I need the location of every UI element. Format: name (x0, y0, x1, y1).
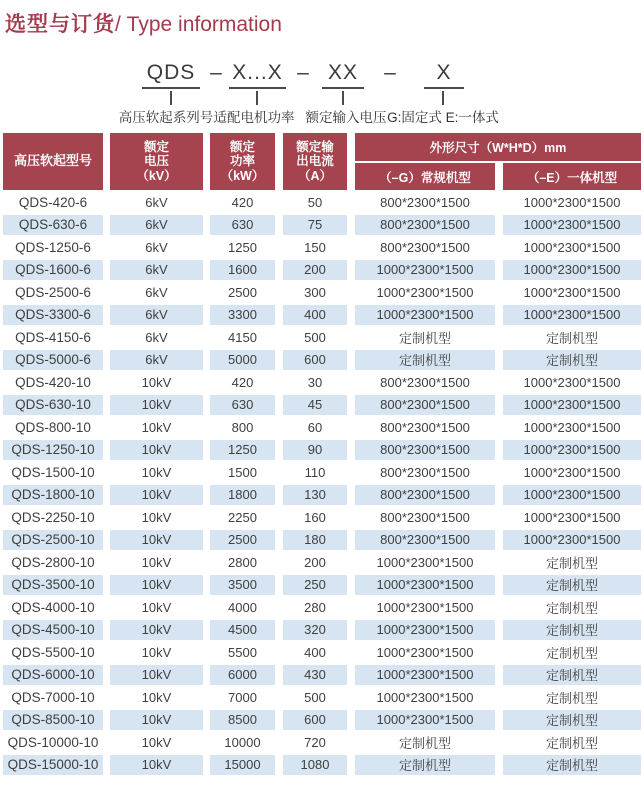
cell-rated-current: 300 (283, 282, 347, 303)
cell-rated-voltage: 10kV (110, 710, 203, 731)
cell-dim-standard: 1000*2300*1500 (355, 282, 495, 303)
cell-model: QDS-420-6 (3, 192, 103, 213)
cell-rated-power: 10000 (210, 732, 275, 753)
cell-rated-power: 1250 (210, 440, 275, 461)
table-row (3, 552, 641, 573)
cell-rated-current: 430 (283, 665, 347, 686)
table-row (3, 642, 641, 663)
cell-rated-power: 2500 (210, 282, 275, 303)
code-label-series: 高压软起系列号 (118, 110, 214, 125)
table-row (3, 417, 641, 438)
cell-rated-current: 200 (283, 552, 347, 573)
cell-rated-current: 150 (283, 237, 347, 258)
cell-rated-power: 420 (210, 372, 275, 393)
cell-rated-voltage: 6kV (110, 237, 203, 258)
cell-rated-power: 1250 (210, 237, 275, 258)
cell-rated-voltage: 10kV (110, 372, 203, 393)
cell-rated-power: 8500 (210, 710, 275, 731)
cell-rated-current: 75 (283, 215, 347, 236)
cell-rated-current: 400 (283, 305, 347, 326)
cell-model: QDS-630-10 (3, 395, 103, 416)
table-row (3, 260, 641, 281)
header-model: 高压软起型号 (3, 133, 103, 190)
cell-model: QDS-420-10 (3, 372, 103, 393)
cell-rated-voltage: 10kV (110, 530, 203, 551)
header-dimensions-group (355, 133, 641, 190)
cell-dim-integrated: 定制机型 (503, 732, 641, 753)
table-row (3, 372, 641, 393)
cell-rated-voltage: 10kV (110, 642, 203, 663)
cell-dim-integrated: 1000*2300*1500 (503, 530, 641, 551)
cell-dim-standard: 定制机型 (355, 732, 495, 753)
cell-rated-power: 800 (210, 417, 275, 438)
cell-dim-standard: 1000*2300*1500 (355, 305, 495, 326)
cell-rated-voltage: 6kV (110, 327, 203, 348)
cell-rated-current: 30 (283, 372, 347, 393)
cell-dim-standard: 定制机型 (355, 350, 495, 371)
cell-rated-current: 250 (283, 575, 347, 596)
cell-model: QDS-1250-6 (3, 237, 103, 258)
cell-dim-integrated: 1000*2300*1500 (503, 282, 641, 303)
callout-line (342, 91, 344, 105)
cell-dim-integrated: 定制机型 (503, 687, 641, 708)
table-row (3, 665, 641, 686)
cell-dim-standard: 1000*2300*1500 (355, 710, 495, 731)
code-separator: – (384, 61, 396, 84)
cell-rated-voltage: 6kV (110, 282, 203, 303)
cell-rated-voltage: 10kV (110, 462, 203, 483)
cell-rated-power: 4500 (210, 620, 275, 641)
cell-dim-standard: 1000*2300*1500 (355, 260, 495, 281)
cell-dim-integrated: 1000*2300*1500 (503, 507, 641, 528)
cell-model: QDS-5000-6 (3, 350, 103, 371)
table-row (3, 597, 641, 618)
cell-rated-voltage: 10kV (110, 687, 203, 708)
cell-rated-power: 1800 (210, 485, 275, 506)
cell-rated-current: 720 (283, 732, 347, 753)
cell-rated-current: 110 (283, 462, 347, 483)
cell-model: QDS-5500-10 (3, 642, 103, 663)
header-rated-power: 额定 功率 （kW） (210, 133, 275, 190)
cell-dim-standard: 定制机型 (355, 327, 495, 348)
header-dim-integrated: （–E）一体机型 (503, 163, 641, 190)
cell-model: QDS-2500-10 (3, 530, 103, 551)
cell-dim-standard: 800*2300*1500 (355, 440, 495, 461)
cell-rated-voltage: 10kV (110, 485, 203, 506)
cell-rated-power: 3300 (210, 305, 275, 326)
table-row (3, 687, 641, 708)
cell-rated-current: 160 (283, 507, 347, 528)
code-label-type: G:固定式 E:一体式 (387, 110, 499, 125)
cell-rated-voltage: 10kV (110, 395, 203, 416)
header-dimensions-sub (355, 163, 641, 190)
cell-dim-integrated: 1000*2300*1500 (503, 260, 641, 281)
cell-dim-integrated: 1000*2300*1500 (503, 440, 641, 461)
table-row (3, 215, 641, 236)
cell-dim-standard: 1000*2300*1500 (355, 642, 495, 663)
table-row (3, 462, 641, 483)
cell-rated-power: 1500 (210, 462, 275, 483)
cell-rated-current: 180 (283, 530, 347, 551)
cell-model: QDS-15000-10 (3, 755, 103, 776)
table-row (3, 350, 641, 371)
cell-rated-voltage: 6kV (110, 192, 203, 213)
cell-model: QDS-2800-10 (3, 552, 103, 573)
page-title-zh: 选型与订货 (5, 13, 115, 36)
code-segment-power: X...X (229, 59, 286, 89)
cell-dim-integrated: 定制机型 (503, 327, 641, 348)
cell-dim-standard: 1000*2300*1500 (355, 552, 495, 573)
cell-dim-integrated: 定制机型 (503, 597, 641, 618)
cell-rated-current: 500 (283, 327, 347, 348)
code-separator: – (297, 61, 309, 84)
table-row (3, 575, 641, 596)
cell-rated-current: 400 (283, 642, 347, 663)
cell-rated-power: 7000 (210, 687, 275, 708)
cell-model: QDS-2500-6 (3, 282, 103, 303)
cell-model: QDS-1500-10 (3, 462, 103, 483)
cell-model: QDS-10000-10 (3, 732, 103, 753)
cell-dim-standard: 800*2300*1500 (355, 372, 495, 393)
cell-rated-voltage: 10kV (110, 732, 203, 753)
cell-rated-voltage: 10kV (110, 440, 203, 461)
cell-rated-power: 1600 (210, 260, 275, 281)
callout-line (442, 91, 444, 105)
table-row (3, 710, 641, 731)
cell-rated-current: 50 (283, 192, 347, 213)
cell-model: QDS-630-6 (3, 215, 103, 236)
cell-model: QDS-7000-10 (3, 687, 103, 708)
cell-model: QDS-4500-10 (3, 620, 103, 641)
cell-rated-current: 320 (283, 620, 347, 641)
cell-rated-current: 1080 (283, 755, 347, 776)
cell-model: QDS-4150-6 (3, 327, 103, 348)
table-header (3, 133, 641, 190)
cell-dim-integrated: 定制机型 (503, 575, 641, 596)
table-body (3, 192, 641, 775)
model-code-diagram (0, 55, 644, 133)
page-title (5, 8, 282, 38)
table-row (3, 440, 641, 461)
cell-rated-current: 600 (283, 350, 347, 371)
cell-model: QDS-3500-10 (3, 575, 103, 596)
table-row (3, 395, 641, 416)
cell-rated-voltage: 6kV (110, 305, 203, 326)
cell-dim-standard: 800*2300*1500 (355, 507, 495, 528)
cell-dim-standard: 800*2300*1500 (355, 192, 495, 213)
cell-rated-power: 5000 (210, 350, 275, 371)
cell-rated-power: 5500 (210, 642, 275, 663)
cell-dim-integrated: 1000*2300*1500 (503, 237, 641, 258)
cell-rated-power: 6000 (210, 665, 275, 686)
cell-rated-voltage: 10kV (110, 665, 203, 686)
cell-dim-integrated: 1000*2300*1500 (503, 395, 641, 416)
table-row (3, 732, 641, 753)
cell-dim-integrated: 1000*2300*1500 (503, 215, 641, 236)
code-label-voltage: 额定输入电压 (305, 110, 387, 125)
cell-model: QDS-1600-6 (3, 260, 103, 281)
cell-dim-standard: 800*2300*1500 (355, 215, 495, 236)
code-label-power: 适配电机功率 (213, 110, 295, 125)
callout-line (170, 91, 172, 105)
cell-rated-power: 4150 (210, 327, 275, 348)
cell-rated-power: 15000 (210, 755, 275, 776)
cell-dim-integrated: 1000*2300*1500 (503, 305, 641, 326)
cell-dim-integrated: 定制机型 (503, 755, 641, 776)
cell-rated-voltage: 10kV (110, 597, 203, 618)
cell-rated-voltage: 6kV (110, 215, 203, 236)
callout-line (256, 91, 258, 105)
cell-rated-voltage: 6kV (110, 350, 203, 371)
cell-rated-voltage: 10kV (110, 507, 203, 528)
cell-dim-standard: 1000*2300*1500 (355, 597, 495, 618)
cell-rated-voltage: 10kV (110, 575, 203, 596)
cell-dim-standard: 800*2300*1500 (355, 530, 495, 551)
cell-rated-power: 630 (210, 215, 275, 236)
header-dimensions-span: 外形尺寸（W*H*D）mm (355, 133, 641, 161)
cell-dim-standard: 定制机型 (355, 755, 495, 776)
cell-rated-voltage: 10kV (110, 417, 203, 438)
cell-model: QDS-1250-10 (3, 440, 103, 461)
cell-dim-standard: 1000*2300*1500 (355, 687, 495, 708)
cell-model: QDS-2250-10 (3, 507, 103, 528)
cell-model: QDS-1800-10 (3, 485, 103, 506)
cell-rated-power: 2250 (210, 507, 275, 528)
cell-rated-power: 2500 (210, 530, 275, 551)
code-segment-series: QDS (142, 59, 200, 89)
cell-dim-integrated: 1000*2300*1500 (503, 485, 641, 506)
cell-rated-current: 200 (283, 260, 347, 281)
table-row (3, 485, 641, 506)
table-row (3, 755, 641, 776)
cell-dim-standard: 800*2300*1500 (355, 237, 495, 258)
cell-model: QDS-3300-6 (3, 305, 103, 326)
cell-rated-voltage: 10kV (110, 755, 203, 776)
cell-dim-standard: 1000*2300*1500 (355, 575, 495, 596)
cell-model: QDS-8500-10 (3, 710, 103, 731)
cell-dim-integrated: 定制机型 (503, 710, 641, 731)
table-row (3, 282, 641, 303)
cell-rated-voltage: 6kV (110, 260, 203, 281)
cell-rated-current: 45 (283, 395, 347, 416)
cell-rated-current: 60 (283, 417, 347, 438)
cell-dim-integrated: 1000*2300*1500 (503, 417, 641, 438)
cell-rated-voltage: 10kV (110, 620, 203, 641)
cell-rated-power: 2800 (210, 552, 275, 573)
table-row (3, 620, 641, 641)
cell-dim-integrated: 1000*2300*1500 (503, 192, 641, 213)
table-row (3, 237, 641, 258)
cell-rated-power: 630 (210, 395, 275, 416)
cell-model: QDS-800-10 (3, 417, 103, 438)
cell-rated-power: 4000 (210, 597, 275, 618)
cell-rated-power: 420 (210, 192, 275, 213)
page-title-en: / Type information (115, 13, 282, 36)
cell-rated-voltage: 10kV (110, 552, 203, 573)
cell-dim-integrated: 1000*2300*1500 (503, 372, 641, 393)
code-separator: – (210, 61, 222, 84)
cell-dim-integrated: 定制机型 (503, 620, 641, 641)
cell-dim-integrated: 定制机型 (503, 665, 641, 686)
cell-dim-standard: 800*2300*1500 (355, 395, 495, 416)
selection-table (3, 133, 641, 777)
cell-rated-current: 500 (283, 687, 347, 708)
cell-rated-current: 90 (283, 440, 347, 461)
table-row (3, 327, 641, 348)
cell-dim-standard: 800*2300*1500 (355, 462, 495, 483)
cell-rated-current: 600 (283, 710, 347, 731)
table-row (3, 305, 641, 326)
cell-model: QDS-6000-10 (3, 665, 103, 686)
header-rated-current: 额定输 出电流 （A） (283, 133, 347, 190)
cell-dim-standard: 1000*2300*1500 (355, 665, 495, 686)
cell-model: QDS-4000-10 (3, 597, 103, 618)
header-rated-voltage: 额定 电压 （kV） (110, 133, 203, 190)
table-row (3, 530, 641, 551)
cell-dim-integrated: 定制机型 (503, 350, 641, 371)
cell-dim-standard: 1000*2300*1500 (355, 620, 495, 641)
cell-rated-power: 3500 (210, 575, 275, 596)
cell-dim-integrated: 定制机型 (503, 642, 641, 663)
table-row (3, 507, 641, 528)
cell-dim-standard: 800*2300*1500 (355, 417, 495, 438)
cell-dim-integrated: 1000*2300*1500 (503, 462, 641, 483)
cell-dim-standard: 800*2300*1500 (355, 485, 495, 506)
cell-dim-integrated: 定制机型 (503, 552, 641, 573)
cell-rated-current: 280 (283, 597, 347, 618)
header-dim-standard: （–G）常规机型 (355, 163, 495, 190)
table-row (3, 192, 641, 213)
code-segment-voltage: XX (322, 59, 364, 89)
code-segment-type: X (424, 59, 464, 89)
cell-rated-current: 130 (283, 485, 347, 506)
